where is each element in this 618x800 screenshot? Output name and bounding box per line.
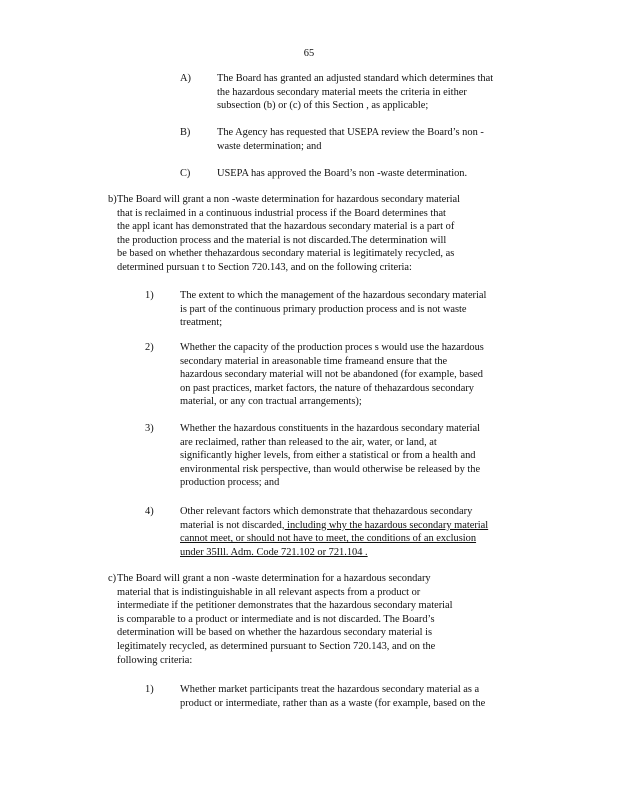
criterion-b1 [145,289,535,331]
text-line: the hazardous secondary material meets the criteria in either [217,86,467,98]
item-label: 1) [145,684,154,695]
text-line: hazardous secondary material will not be abandoned (for example, based [180,369,483,381]
text-line: Whether the hazardous constituents in the hazardous secondary material [180,423,481,434]
text-line: The Board has granted an adjusted standard which determines that [217,73,494,84]
text-line: The Agency has requested that USEPA review the Board’s non - [217,127,484,138]
text-line: the production process and the material is not discarded.The determination will [117,234,447,246]
item-label: 2) [145,342,154,353]
text-line: Whether market participants treat the hazardous secondary material as a [180,684,480,695]
text-line: legitimately recycled, as determined pursuant to Section 720.143, and on the [117,640,436,652]
item-label: C) [180,168,191,179]
text-line: material, or any con tractual arrangements); [180,396,362,408]
text-line: The Board will grant a non -waste determination for a hazardous secondary [117,573,431,584]
text-line: environmental risk perspective, than would otherwise be released by the [180,463,481,475]
text-line: determined pursuan t to Section 720.143, and on the following criteria: [117,261,412,273]
text-segment: material is not discarded [180,519,282,531]
item-label: 4) [145,506,154,517]
item-label: B) [180,127,191,138]
criterion-b3 [145,422,535,492]
criterion-b4 [145,505,535,561]
text-line: determination will be based on whether the hazardous secondary material is [117,627,433,639]
item-b-upper [180,126,535,154]
section-label: b) [108,194,117,205]
text-line: is comparable to a product or intermediate and is not discarded. The Board’s [117,613,435,625]
text-line: The Board will grant a non -waste determination for hazardous secondary material [117,194,461,205]
inserted-text: cannot meet, or should not have to meet, the conditions of an exclusion [180,533,477,545]
item-label: 1) [145,290,154,301]
section-c [108,572,535,670]
text-line: be based on whether thehazardous secondary material is legitimately recycled, as [117,248,455,260]
text-line: Whether the capacity of the production proces s would use the hazardous [180,342,484,353]
page-number: 65 [303,48,315,59]
text-line: USEPA has approved the Board’s non -waste determination. [217,168,468,179]
text-line: are reclaimed, rather than released to the air, water, or land, at [180,436,437,448]
text-line: the appl icant has demonstrated that the hazardous secondary material is a part of [117,221,455,233]
section-label: c) [108,573,117,584]
text-line: treatment; [180,317,223,329]
text-line: material that is indistinguishable in all relevant aspects from a product or [117,586,421,598]
text-line: significantly higher levels, from either a statistical or from a health and [180,450,476,462]
text-line: is part of the continuous primary production process and is not waste [180,303,467,315]
text-line: that is reclaimed in a continuous industrial process if the Board determines that [117,207,446,219]
text-line: on past practices, market factors, the nature of thehazardous secondary [180,382,474,394]
text-line [180,519,535,533]
text-line: Other relevant factors which demonstrate that thehazardous secondary [180,506,473,517]
text-line: secondary material in areasonable time frameand ensure that the [180,355,448,367]
text-line: waste determination; and [217,140,322,152]
item-a [180,72,535,114]
text-line: production process; and [180,477,280,489]
inserted-text: under 35Ill. Adm. Code 721.102 or 721.104 . [180,546,368,558]
item-c-upper [180,167,535,181]
section-b [108,193,535,277]
inserted-text: , including why the hazardous secondary material [281,519,489,531]
criterion-b2 [145,341,535,411]
text-line: intermediate if the petitioner demonstrates that the hazardous secondary material [117,600,453,612]
item-label: A) [180,73,191,84]
text-line: product or intermediate, rather than as a waste (for example, based on the [180,697,486,709]
text-line: subsection (b) or (c) of this Section , as applicable; [217,100,429,112]
criterion-c1 [145,683,535,711]
item-label: 3) [145,423,154,434]
text-line: following criteria: [117,654,193,666]
text-line: The extent to which the management of the hazardous secondary material [180,290,487,301]
